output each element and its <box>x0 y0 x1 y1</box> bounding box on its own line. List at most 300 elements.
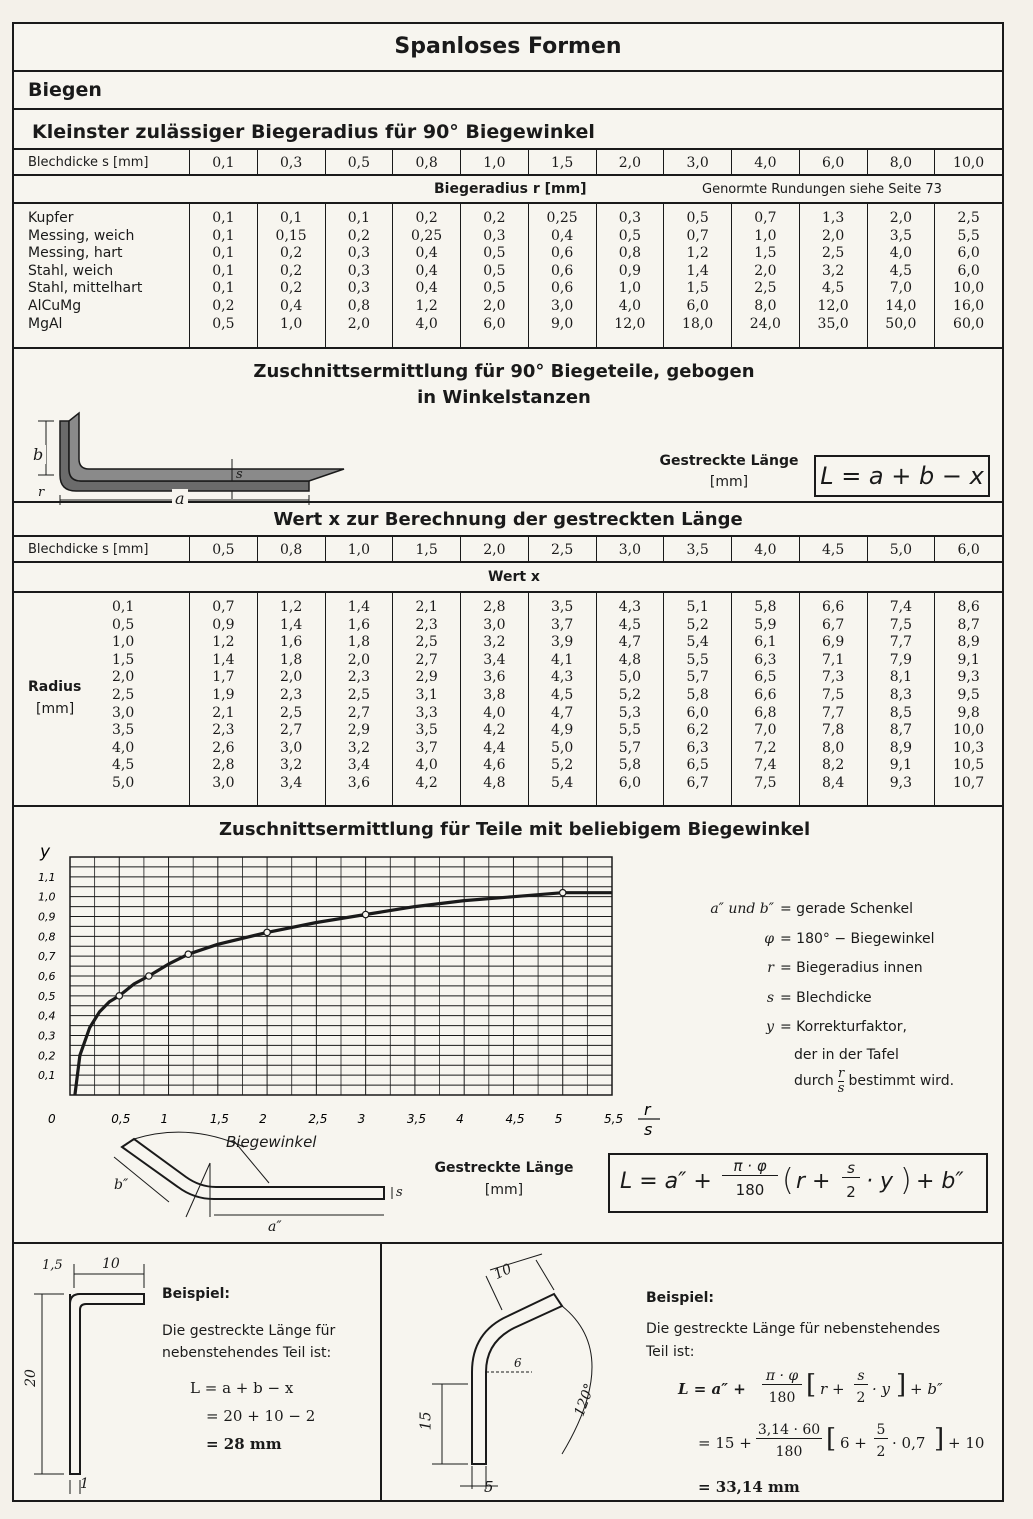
table2-value: 7,7 <box>821 704 845 721</box>
formula-sden: 2 <box>846 1183 856 1201</box>
table2-value: 7,1 <box>821 651 845 668</box>
table2-subheader-band <box>14 563 1002 593</box>
y-tick-label: 0,1 <box>38 1069 56 1083</box>
ex2-f1-L: L = a″ + <box>678 1380 746 1398</box>
table2-value: 4,4 <box>483 739 506 756</box>
table2-value: 6,5 <box>754 669 777 686</box>
table2-value: 7,3 <box>821 669 845 686</box>
table2-value: 6,3 <box>754 651 777 668</box>
table2-value: 3,3 <box>415 704 438 721</box>
table2-value: 4,6 <box>483 757 506 774</box>
x-tick-label: 2,5 <box>308 1112 328 1126</box>
table2-value: 2,3 <box>347 669 370 686</box>
table2-value: 2,7 <box>415 651 438 668</box>
table1-value: 0,5 <box>686 210 709 226</box>
table2-value: 2,9 <box>415 669 438 686</box>
legend-text: = 180° − Biegewinkel <box>780 930 935 947</box>
table1-value: 1,4 <box>686 262 709 279</box>
curve-marker <box>264 929 270 935</box>
radius-value: 3,0 <box>112 704 135 721</box>
curve-marker <box>560 890 566 896</box>
y-tick-label: 0,5 <box>38 989 56 1003</box>
table2-value: 8,5 <box>889 704 912 721</box>
x-axis-label-num: r <box>644 1100 651 1119</box>
section3-length-unit: [mm] <box>484 1182 524 1198</box>
table2-value: 1,2 <box>279 599 303 615</box>
table1-value: 3,0 <box>550 297 574 314</box>
table2-value: 3,8 <box>483 686 506 703</box>
table2-value: 3,2 <box>279 757 303 774</box>
table2-value: 10,3 <box>953 739 985 756</box>
table1-material-column <box>14 204 189 347</box>
table1-thickness-cell: 0,1 <box>189 150 257 174</box>
formula-end: + b″ <box>916 1169 964 1194</box>
table2-value: 4,5 <box>618 616 641 633</box>
ex1-line2: nebenstehendes Teil ist: <box>162 1345 332 1361</box>
table2-value: 9,3 <box>889 774 912 791</box>
table2-value: 1,7 <box>212 669 235 686</box>
section2-formula-box <box>814 455 990 497</box>
table1-value: 10,0 <box>953 280 985 297</box>
section-title: Biegen <box>28 79 102 101</box>
table2-value: 2,1 <box>212 704 235 721</box>
table1-thickness-cell: 0,8 <box>392 150 460 174</box>
table1-value: 0,7 <box>754 210 777 226</box>
table2-value: 7,0 <box>754 722 777 739</box>
table2-value: 2,9 <box>347 722 370 739</box>
table2-value: 1,6 <box>279 634 303 651</box>
table2-value: 6,6 <box>754 686 777 703</box>
x-tick-label: 0,5 <box>111 1112 131 1126</box>
section3-length-label: Gestreckte Länge <box>434 1160 574 1176</box>
table2-value: 1,4 <box>279 616 303 633</box>
table2-value: 7,2 <box>754 739 777 756</box>
ex2-f1-end: + b″ <box>910 1380 943 1398</box>
table2-value: 4,8 <box>483 774 506 791</box>
table2-value: 3,2 <box>483 634 506 651</box>
table1-value: 0,1 <box>212 262 235 279</box>
table1-value-column <box>460 204 528 347</box>
x-tick-label: 0 <box>48 1112 56 1126</box>
table1-value: 0,1 <box>279 210 303 226</box>
table2-value-column <box>392 593 460 805</box>
table2-thickness-label: Blechdicke s [mm] <box>28 542 149 557</box>
table2-value: 4,1 <box>550 651 574 668</box>
table1-value: 4,0 <box>415 315 438 332</box>
table2-value: 4,3 <box>550 669 574 686</box>
table2-thickness-cell: 3,0 <box>596 537 664 561</box>
table1-thickness-label: Blechdicke s [mm] <box>28 155 149 170</box>
legend-symbol: s <box>766 989 774 1006</box>
ex1-dim-15: 1,5 <box>42 1258 63 1273</box>
table1-value: 7,0 <box>889 280 912 297</box>
table2-value: 5,9 <box>754 616 777 633</box>
x-tick-label: 4,5 <box>505 1112 525 1126</box>
table1-value: 0,1 <box>212 280 235 297</box>
table1-value: 6,0 <box>957 262 980 279</box>
title-band <box>14 24 1002 72</box>
section2-heading-line2: in Winkelstanzen <box>417 387 591 408</box>
table2-value: 7,9 <box>889 651 912 668</box>
table1-value: 8,0 <box>754 297 777 314</box>
ex2-f1-den: 180 <box>768 1390 796 1406</box>
legend-text: = Korrekturfaktor, <box>780 1019 907 1036</box>
x-tick-label: 1 <box>160 1112 169 1126</box>
table1-thickness-cell: 6,0 <box>799 150 867 174</box>
table2-value: 1,8 <box>279 651 303 668</box>
table1-value: 60,0 <box>953 315 985 332</box>
table1-value: 0,4 <box>415 280 438 297</box>
table1-value: 1,2 <box>686 245 709 262</box>
legend-cont: der in der Tafel <box>794 1046 899 1063</box>
dim-s-label: s <box>236 467 243 482</box>
table2-value: 6,0 <box>618 774 641 791</box>
table2-value: 2,6 <box>212 739 235 756</box>
section-band <box>14 72 1002 110</box>
table1-value: 0,15 <box>275 227 307 244</box>
table2-value: 4,0 <box>483 704 506 721</box>
ex1-formula <box>190 1374 315 1458</box>
legend-symbol: r <box>767 960 774 977</box>
table1-value: 16,0 <box>953 297 985 314</box>
legend-row <box>660 984 1000 1014</box>
ex2-heading: Beispiel: <box>646 1290 715 1306</box>
section2-heading-line1: Zuschnittsermittlung für 90° Biegeteile, gebogen <box>253 361 755 382</box>
section2-formula: L = a + b − x <box>820 462 984 490</box>
legend-cont2 <box>660 1067 1000 1096</box>
table2-value: 1,4 <box>347 599 370 615</box>
x-tick-label: 3,5 <box>406 1112 427 1126</box>
ex1-f3: = 28 mm <box>206 1435 282 1453</box>
table2-value: 6,3 <box>686 739 709 756</box>
example1-diagram <box>24 1254 164 1494</box>
table2-value: 5,2 <box>686 616 709 633</box>
formula-den: 180 <box>735 1181 765 1199</box>
table2-value: 4,5 <box>550 686 574 703</box>
table1-value: 6,0 <box>483 315 506 332</box>
y-tick-label: 0,8 <box>38 930 56 944</box>
table2-value: 3,5 <box>415 722 438 739</box>
table1-thickness-cell: 0,3 <box>257 150 325 174</box>
ex2-dim-15: 15 <box>416 1411 435 1431</box>
table1-value: 0,3 <box>618 210 641 226</box>
table2-value: 5,8 <box>618 757 641 774</box>
table1-value: 0,7 <box>686 227 709 244</box>
table1-value-column <box>731 204 799 347</box>
table1-thickness-cell: 0,5 <box>325 150 393 174</box>
table2-value: 5,4 <box>550 774 574 791</box>
legend-symbol: y <box>766 1019 774 1036</box>
table1-value-column <box>528 204 596 347</box>
table2-value: 5,2 <box>550 757 574 774</box>
table1-value: 1,2 <box>415 297 438 314</box>
page-title: Spanloses Formen <box>394 34 622 59</box>
ex2-f1-snum: s <box>854 1368 868 1385</box>
table1-value: 0,4 <box>279 297 303 314</box>
example2-diagram <box>402 1254 632 1494</box>
table1-value: 0,5 <box>618 227 641 244</box>
bend-dim-b: b″ <box>114 1177 129 1193</box>
section2-band <box>14 349 1002 508</box>
table2-value: 7,7 <box>889 634 912 651</box>
material-name: Messing, weich <box>28 227 135 244</box>
table1-value: 2,5 <box>957 210 980 226</box>
table1-value-column <box>934 204 1002 347</box>
table2-value: 4,7 <box>550 704 574 721</box>
ex2-f1-mid: r + <box>820 1380 845 1398</box>
table2-value: 2,5 <box>347 686 370 703</box>
table2-value: 6,5 <box>686 757 709 774</box>
curve-marker <box>116 993 122 999</box>
ex2-f1-num: π · φ <box>762 1368 802 1385</box>
table2-thickness-cell: 5,0 <box>867 537 935 561</box>
table1-value: 1,5 <box>686 280 709 297</box>
table2-value: 2,3 <box>279 686 303 703</box>
table2-value: 4,8 <box>618 651 641 668</box>
table2-value: 6,2 <box>686 722 709 739</box>
section2-length-label: Gestreckte Länge <box>659 453 799 469</box>
table2-value: 4,9 <box>550 722 574 739</box>
table1-value: 14,0 <box>885 297 917 314</box>
table1-value: 0,1 <box>212 210 235 226</box>
table2-thickness-cell: 6,0 <box>934 537 1002 561</box>
table1-value: 4,5 <box>889 262 912 279</box>
table2-value: 6,9 <box>821 634 845 651</box>
table1-value: 0,4 <box>415 245 438 262</box>
legend-symbol: φ <box>764 930 774 947</box>
table1-value: 0,5 <box>212 315 235 332</box>
table1-value: 0,2 <box>483 210 506 226</box>
table2-value: 4,7 <box>618 634 641 651</box>
table2-value: 7,5 <box>889 616 912 633</box>
table1-value: 0,8 <box>618 245 641 262</box>
table2-value: 3,7 <box>415 739 438 756</box>
table2-value: 9,3 <box>957 669 980 686</box>
table2-value: 8,7 <box>889 722 912 739</box>
y-tick-label: 0,3 <box>38 1029 56 1043</box>
material-name: AlCuMg <box>28 297 82 314</box>
dim-a-label: a <box>172 489 188 508</box>
table1-value: 3,5 <box>889 227 912 244</box>
table1-subheader: Biegeradius r [mm] <box>434 181 587 197</box>
legend-frac-den: s <box>837 1080 845 1096</box>
bend-dim-a: a″ <box>268 1219 282 1235</box>
table2-value-column <box>663 593 731 805</box>
table1-value: 0,4 <box>550 227 574 244</box>
table2-value: 5,8 <box>754 599 777 615</box>
section2-length <box>644 451 814 493</box>
ex2-f2-a: = 15 + <box>698 1434 752 1452</box>
legend-text: = Biegeradius innen <box>780 960 923 977</box>
table1-data <box>14 204 1002 349</box>
table2-value: 3,2 <box>347 739 370 756</box>
table2-heading: Wert x zur Berechnung der gestreckten Länge <box>273 509 743 530</box>
table1-value: 0,1 <box>212 227 235 244</box>
table1-value: 0,2 <box>279 280 303 297</box>
table2-value: 5,8 <box>686 686 709 703</box>
table1-value: 0,3 <box>483 227 506 244</box>
table1-value-column <box>596 204 664 347</box>
table1-thickness-cell: 1,0 <box>460 150 528 174</box>
table1-note: Genormte Rundungen siehe Seite 73 <box>702 182 942 197</box>
table1-value: 2,0 <box>754 262 777 279</box>
table2-value: 3,5 <box>550 599 574 615</box>
y-tick-label: 0,7 <box>38 950 56 964</box>
ex2-line1: Die gestreckte Länge für nebenstehendes <box>646 1321 941 1337</box>
table2-thickness-cell: 1,0 <box>325 537 393 561</box>
section3-legend <box>660 895 1000 1096</box>
table2-value-column <box>460 593 528 805</box>
material-name: Stahl, mittelhart <box>28 280 143 297</box>
table2-value: 3,1 <box>415 686 438 703</box>
table2-value: 10,7 <box>953 774 985 791</box>
ex2-f2-end: + 10 <box>948 1434 985 1452</box>
table2-value: 2,8 <box>483 599 506 615</box>
table2-value: 4,3 <box>618 599 641 615</box>
legend-fraction <box>838 1067 845 1096</box>
table2-value: 5,4 <box>686 634 709 651</box>
table2-value: 7,5 <box>821 686 845 703</box>
table1-value: 0,1 <box>212 245 235 262</box>
table2-data <box>14 593 1002 807</box>
legend-frac-num: r <box>838 1065 845 1081</box>
table2-value: 1,4 <box>212 651 235 668</box>
radius-value: 5,0 <box>112 774 135 791</box>
table2-value-column <box>867 593 935 805</box>
table2-value: 2,3 <box>212 722 235 739</box>
table1-value: 9,0 <box>550 315 574 332</box>
table1-value: 1,0 <box>618 280 641 297</box>
table1-value: 12,0 <box>614 315 646 332</box>
table1-value: 3,2 <box>821 262 845 279</box>
curve-marker <box>185 951 191 957</box>
y-axis-label: y <box>40 842 51 862</box>
table1-value: 0,3 <box>347 262 370 279</box>
table2-value: 2,7 <box>347 704 370 721</box>
ex2-f1-sden: 2 <box>856 1390 866 1406</box>
table2-value: 8,1 <box>889 669 912 686</box>
table1-value: 24,0 <box>749 315 781 332</box>
table1-value: 1,5 <box>754 245 777 262</box>
table2-value: 5,7 <box>618 739 641 756</box>
x-tick-label: 2 <box>259 1112 267 1126</box>
table2-value: 2,0 <box>279 669 303 686</box>
table2-value: 6,7 <box>686 774 709 791</box>
dim-b-label: b <box>30 445 46 464</box>
table1-value: 1,0 <box>279 315 303 332</box>
table2-value: 8,9 <box>957 634 980 651</box>
formula-L: L = a″ + <box>620 1169 712 1194</box>
ex1-dim-10: 10 <box>102 1256 120 1272</box>
ex2-f2-mid: 6 + <box>840 1434 867 1452</box>
section3-heading: Zuschnittsermittlung für Teile mit beliebigem Biegewinkel <box>219 819 811 840</box>
table1-value: 2,5 <box>821 245 845 262</box>
table2-value: 7,4 <box>889 599 912 615</box>
table2-value: 5,0 <box>618 669 641 686</box>
ex2-text <box>646 1318 940 1364</box>
table1-value: 18,0 <box>682 315 714 332</box>
ex1-text <box>162 1320 335 1364</box>
table1-heading-band <box>14 110 1002 150</box>
table1-value: 0,6 <box>550 262 574 279</box>
table2-value: 10,0 <box>953 722 985 739</box>
table2-value-column <box>596 593 664 805</box>
table1-value-column <box>325 204 393 347</box>
formula-num: π · φ <box>722 1157 778 1176</box>
table2-value: 0,9 <box>212 616 235 633</box>
table2-value-column <box>189 593 257 805</box>
table2-value: 5,3 <box>618 704 641 721</box>
ex1-line1: Die gestreckte Länge für <box>162 1323 336 1339</box>
curve-line <box>75 893 612 1095</box>
table1-value: 6,0 <box>686 297 709 314</box>
y-tick-label: 0,6 <box>38 970 56 983</box>
table1-value: 1,3 <box>821 210 845 226</box>
table2-value: 5,2 <box>618 686 641 703</box>
radius-value: 2,0 <box>112 669 135 686</box>
table1-value: 2,0 <box>821 227 845 244</box>
table2-value-column <box>934 593 1002 805</box>
table1-value: 4,0 <box>889 245 912 262</box>
table1-value: 0,5 <box>483 280 506 297</box>
table1-value: 12,0 <box>817 297 849 314</box>
table1-value: 50,0 <box>885 315 917 332</box>
table2-value: 5,5 <box>686 651 709 668</box>
table1-value: 0,3 <box>347 280 370 297</box>
table1-value: 2,0 <box>347 315 370 332</box>
x-tick-label: 5,5 <box>604 1112 624 1126</box>
x-axis-label-den: s <box>644 1120 653 1139</box>
table2-value: 7,8 <box>821 722 845 739</box>
radius-unit: [mm] <box>36 701 75 717</box>
table2-value: 8,2 <box>821 757 845 774</box>
y-tick-label: 1,0 <box>38 890 56 904</box>
table1-value: 0,2 <box>279 245 303 262</box>
radius-value: 4,5 <box>112 757 135 774</box>
table2-thickness-row <box>14 537 1002 563</box>
legend-text: = gerade Schenkel <box>780 901 914 917</box>
ex2-f2-snum: 5 <box>874 1422 888 1439</box>
table2-thickness-cell: 0,8 <box>257 537 325 561</box>
ex2-f3: = 33,14 mm <box>698 1478 800 1496</box>
table2-value: 3,4 <box>347 757 370 774</box>
table1-value: 0,6 <box>550 245 574 262</box>
table2-value: 0,7 <box>212 599 235 615</box>
table1-value-column <box>257 204 325 347</box>
table2-value: 2,8 <box>212 757 235 774</box>
y-tick-label: 0,4 <box>38 1009 56 1023</box>
table1-heading: Kleinster zulässiger Biegeradius für 90° Biegewinkel <box>32 121 595 143</box>
table2-thickness-cell: 1,5 <box>392 537 460 561</box>
ex2-formula1: L = a″ + π · φ 180 [ r + s 2 · y ] + b″ <box>678 1368 943 1406</box>
ex1-f1: L = a + b − x <box>190 1379 294 1397</box>
section3-length <box>419 1157 589 1201</box>
ex2-dim-120: 120° <box>571 1381 599 1419</box>
material-name: MgAl <box>28 315 63 332</box>
table1-value-column <box>663 204 731 347</box>
table1-value: 0,25 <box>411 227 443 244</box>
table2-value: 3,9 <box>550 634 574 651</box>
table1-thickness-cell: 10,0 <box>934 150 1002 174</box>
table2-value: 8,3 <box>889 686 912 703</box>
legend-row <box>660 895 1000 925</box>
table2-value: 1,8 <box>347 634 370 651</box>
table2-value: 3,4 <box>483 651 506 668</box>
table1-value: 0,2 <box>212 297 235 314</box>
table2-thickness-cell: 2,0 <box>460 537 528 561</box>
table1-thickness-row <box>14 150 1002 176</box>
curve-marker <box>146 973 152 979</box>
